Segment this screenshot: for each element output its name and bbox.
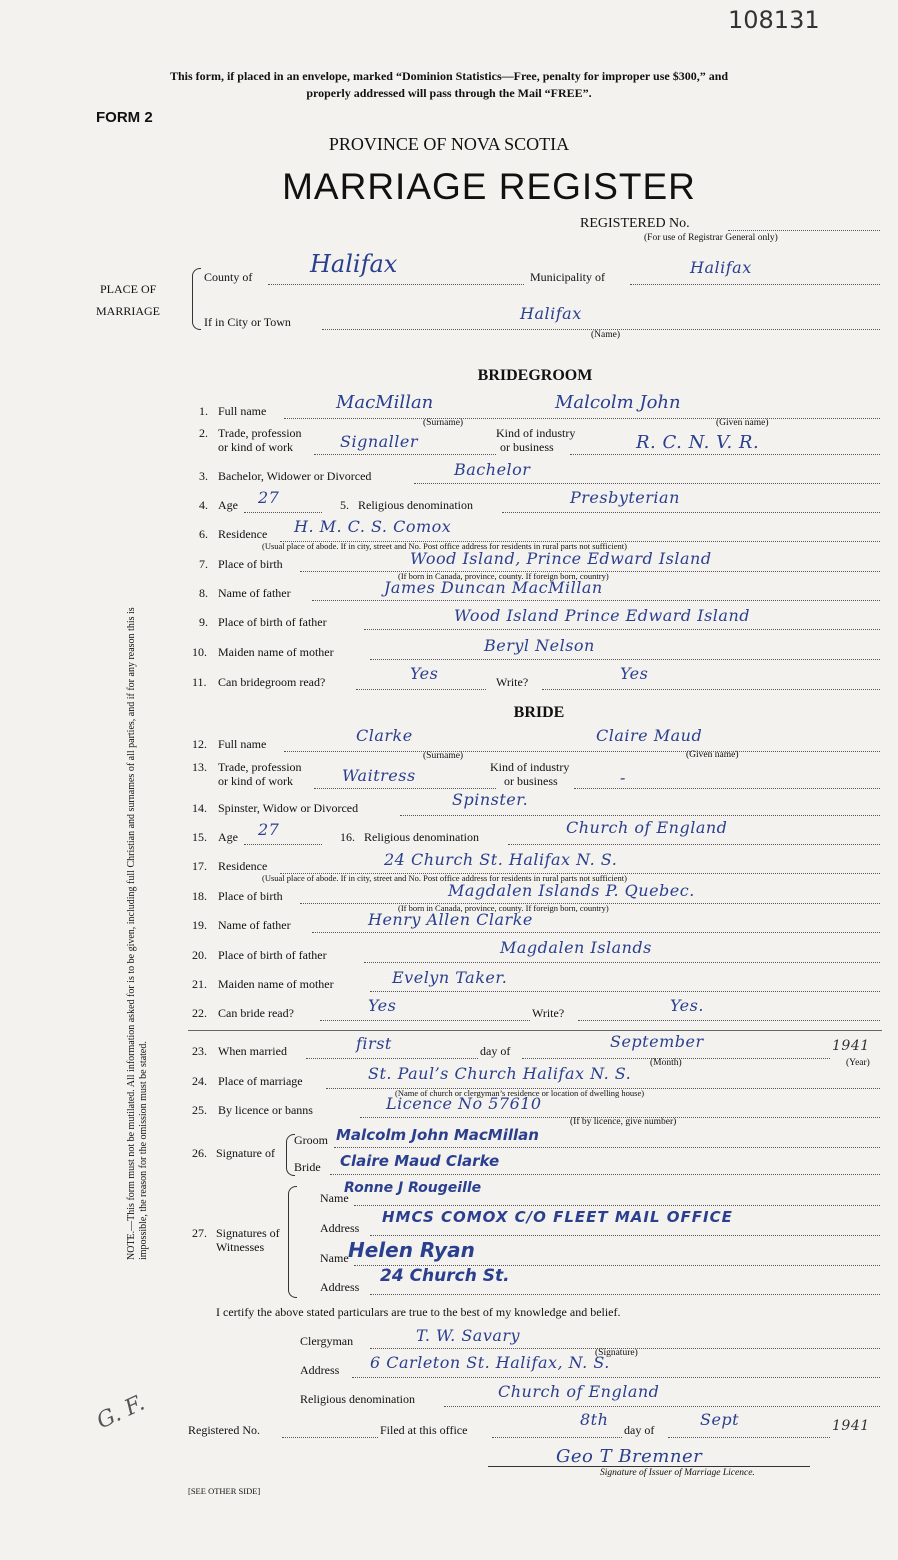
groom-mother-value: Beryl Nelson: [484, 636, 595, 655]
row-num: 15.: [192, 830, 207, 844]
day-of-label: day of: [480, 1044, 511, 1058]
bride-industry-value: -: [620, 768, 626, 787]
bride-age-label: Age: [218, 830, 238, 844]
witnesses-label-1: Signatures of: [216, 1226, 280, 1240]
see-other-side: [SEE OTHER SIDE]: [188, 1486, 261, 1496]
year-value: 1941: [832, 1038, 870, 1054]
row-num: 23.: [192, 1044, 207, 1058]
issuer-line: [488, 1466, 810, 1467]
signature-note: (Signature): [595, 1348, 638, 1358]
groom-write-value: Yes: [620, 664, 649, 683]
row-num: 26.: [192, 1146, 207, 1160]
issuer-label: Signature of Issuer of Marriage Licence.: [600, 1468, 755, 1478]
month-value: September: [610, 1032, 704, 1051]
row-num: 19.: [192, 918, 207, 932]
bride-trade-value: Waitress: [342, 766, 416, 785]
signature-of-label: Signature of: [216, 1146, 275, 1160]
place-of-marriage-label: Place of marriage: [218, 1074, 303, 1088]
filed-year: 1941: [832, 1418, 870, 1434]
w1-address-label: Address: [320, 1221, 360, 1235]
licence-note: (If by licence, give number): [570, 1117, 677, 1127]
row-num: 17.: [192, 859, 207, 873]
w2-address-value: 24 Church St.: [380, 1266, 510, 1286]
row-num: 21.: [192, 977, 207, 991]
issuer-signature: Geo T Bremner: [556, 1446, 703, 1467]
row-num: 13.: [192, 760, 207, 774]
row-num: 1.: [199, 404, 208, 418]
groom-industry-label-1: Kind of industry: [496, 426, 576, 440]
groom-full-name-label: Full name: [218, 404, 267, 418]
county-label: County of: [204, 270, 253, 284]
clergy-denom-label: Religious denomination: [300, 1392, 415, 1406]
bride-industry-label-1: Kind of industry: [490, 760, 570, 774]
clergyman-value: T. W. Savary: [416, 1326, 521, 1345]
bride-trade-label-1: Trade, profession: [218, 760, 302, 774]
usual-abode-note: (Usual place of abode. If in city, street and No. Post office address for residents in rural parts not sufficient): [262, 873, 627, 883]
groom-marital-value: Bachelor: [454, 460, 531, 479]
bridegroom-heading: BRIDEGROOM: [477, 367, 593, 384]
header-notice-2: properly addressed will pass through the Mail “FREE”.: [306, 86, 592, 100]
row-num: 25.: [192, 1103, 207, 1117]
groom-age-label: Age: [218, 498, 238, 512]
groom-marital-label: Bachelor, Widower or Divorced: [218, 469, 372, 483]
groom-residence-value: H. M. C. S. Comox: [294, 517, 452, 536]
groom-father-label: Name of father: [218, 586, 291, 600]
county-value: Halifax: [310, 250, 398, 278]
groom-religion-label: Religious denomination: [358, 498, 473, 512]
row-num: 11.: [192, 675, 207, 689]
bride-heading: BRIDE: [513, 704, 565, 721]
licence-value: Licence No 57610: [386, 1094, 542, 1113]
year-note: (Year): [846, 1058, 870, 1068]
witnesses-label-2: Witnesses: [216, 1240, 265, 1254]
bride-birthplace-label: Place of birth: [218, 889, 283, 903]
groom-trade-value: Signaller: [340, 432, 419, 451]
groom-birthplace-label: Place of birth: [218, 557, 283, 571]
bride-sign-label: Bride: [294, 1160, 321, 1174]
form-number: FORM 2: [96, 109, 153, 126]
row-num: 14.: [192, 801, 207, 815]
groom-trade-label-1: Trade, profession: [218, 426, 302, 440]
bride-mother-label: Maiden name of mother: [218, 977, 334, 991]
bride-trade-label-2: or kind of work: [218, 774, 293, 788]
bride-birthplace-value: Magdalen Islands P. Quebec.: [448, 881, 695, 900]
groom-sign-label: Groom: [294, 1133, 328, 1147]
born-in-canada-note: (If born in Canada, province, county. If foreign born, country): [398, 571, 609, 581]
bride-father-value: Henry Allen Clarke: [368, 910, 533, 929]
bride-given-name: Claire Maud: [596, 726, 703, 745]
bride-signature: Claire Maud Clarke: [340, 1152, 500, 1170]
stamp-number: 108131: [728, 6, 820, 34]
groom-signature: Malcolm John MacMillan: [336, 1126, 539, 1144]
born-in-canada-note: (If born in Canada, province, county. If foreign born, country): [398, 903, 609, 913]
bride-surname: Clarke: [356, 726, 413, 745]
filed-day-of-label: day of: [624, 1423, 655, 1437]
registered-no-label: REGISTERED No.: [580, 216, 690, 231]
w1-name-value: Ronne J Rougeille: [344, 1180, 482, 1196]
groom-read-value: Yes: [410, 664, 439, 683]
when-married-label: When married: [218, 1044, 287, 1058]
bride-marital-label: Spinster, Widow or Divorced: [218, 801, 359, 815]
bride-write-label: Write?: [532, 1006, 565, 1020]
clergy-address-value: 6 Carleton St. Halifax, N. S.: [370, 1353, 610, 1372]
bride-full-name-label: Full name: [218, 737, 267, 751]
row-num: 9.: [199, 615, 208, 629]
groom-given-name: Malcolm John: [555, 392, 681, 413]
municipality-label: Municipality of: [530, 270, 605, 284]
groom-mother-label: Maiden name of mother: [218, 645, 334, 659]
row-num: 10.: [192, 645, 207, 659]
groom-father-value: James Duncan MacMillan: [384, 578, 603, 597]
row-num: 3.: [199, 469, 208, 483]
row-num: 4.: [199, 498, 208, 512]
groom-residence-label: Residence: [218, 527, 268, 541]
row-num: 8.: [199, 586, 208, 600]
bride-father-birthplace-value: Magdalen Islands: [500, 938, 652, 957]
clergy-address-label: Address: [300, 1363, 340, 1377]
month-note: (Month): [650, 1058, 682, 1068]
row-num: 5.: [340, 498, 349, 512]
row-num: 20.: [192, 948, 207, 962]
registrar-use-note: (For use of Registrar General only): [644, 233, 778, 243]
bride-father-label: Name of father: [218, 918, 291, 932]
name-note: (Name): [591, 330, 621, 340]
licence-label: By licence or banns: [218, 1103, 313, 1117]
groom-write-label: Write?: [496, 675, 529, 689]
bride-religion-label: Religious denomination: [364, 830, 479, 844]
row-num: 12.: [192, 737, 207, 751]
province-title: PROVINCE OF NOVA SCOTIA: [328, 134, 570, 154]
divider: [188, 1030, 882, 1031]
row-num: 16.: [340, 830, 355, 844]
church-note: (Name of church or clergyman’s residence or location of dwelling house): [395, 1088, 645, 1098]
groom-surname: MacMillan: [336, 392, 434, 413]
given-name-note: (Given name): [686, 750, 739, 760]
bride-residence-value: 24 Church St. Halifax N. S.: [384, 850, 618, 869]
place-of-marriage-label-1: PLACE OF: [100, 282, 157, 296]
certify-text: I certify the above stated particulars are true to the best of my knowledge and belief.: [216, 1305, 621, 1319]
place-of-marriage-label-2: MARRIAGE: [96, 304, 161, 318]
day-value: first: [356, 1034, 392, 1053]
groom-father-birthplace-label: Place of birth of father: [218, 615, 327, 629]
groom-industry-value: R. C. N. V. R.: [636, 432, 760, 453]
place-brace: [192, 268, 201, 330]
municipality-value: Halifax: [690, 258, 752, 277]
header-notice-1: This form, if placed in an envelope, marked “Dominion Statistics—Free, penalty for improper use $300,” and: [169, 69, 729, 83]
side-note: NOTE.—This form must not be mutilated. All information asked for is to be given, including full Christian and surnames of all parties, and if for any reason this is impossible, the reason for the omission must be stated.: [126, 607, 149, 1260]
register-title: MARRIAGE REGISTER: [282, 166, 696, 207]
margin-initials: G. F.: [93, 1390, 149, 1435]
w2-address-label: Address: [320, 1280, 360, 1294]
filed-day: 8th: [580, 1410, 609, 1429]
groom-industry-label-2: or business: [500, 440, 554, 454]
bride-industry-label-2: or business: [504, 774, 558, 788]
registered-no-footer-label: Registered No.: [188, 1423, 260, 1437]
groom-trade-label-2: or kind of work: [218, 440, 293, 454]
city-label: If in City or Town: [204, 315, 291, 329]
bride-father-birthplace-label: Place of birth of father: [218, 948, 327, 962]
bride-residence-label: Residence: [218, 859, 268, 873]
w1-address-value: HMCS COMOX C/O FLEET MAIL OFFICE: [382, 1208, 733, 1226]
row-num: 6.: [199, 527, 208, 541]
bride-religion-value: Church of England: [566, 818, 728, 837]
groom-read-label: Can bridegroom read?: [218, 675, 326, 689]
bride-read-value: Yes: [368, 996, 397, 1015]
groom-father-birthplace-value: Wood Island Prince Edward Island: [454, 606, 750, 625]
city-value: Halifax: [520, 304, 582, 323]
w2-name-label: Name: [320, 1251, 349, 1265]
row-num: 2.: [199, 426, 208, 440]
row-num: 22.: [192, 1006, 207, 1020]
row-num: 7.: [199, 557, 208, 571]
row-num: 24.: [192, 1074, 207, 1088]
clergyman-label: Clergyman: [300, 1334, 354, 1348]
row-num: 18.: [192, 889, 207, 903]
groom-birthplace-value: Wood Island, Prince Edward Island: [410, 549, 712, 568]
groom-age-value: 27: [258, 488, 280, 507]
filed-month: Sept: [700, 1410, 740, 1429]
bride-marital-value: Spinster.: [452, 790, 529, 809]
place-of-marriage-value: St. Paul’s Church Halifax N. S.: [368, 1064, 632, 1083]
surname-note: (Surname): [423, 751, 464, 761]
bride-age-value: 27: [258, 820, 280, 839]
filed-label: Filed at this office: [380, 1423, 468, 1437]
usual-abode-note: (Usual place of abode. If in city, street and No. Post office address for residents in rural parts not sufficient): [262, 541, 627, 551]
clergy-denom-value: Church of England: [498, 1382, 660, 1401]
w1-name-label: Name: [320, 1191, 349, 1205]
bride-mother-value: Evelyn Taker.: [392, 968, 508, 987]
given-name-note: (Given name): [716, 418, 769, 428]
groom-religion-value: Presbyterian: [570, 488, 680, 507]
witness-brace: [288, 1186, 297, 1298]
surname-note: (Surname): [423, 418, 464, 428]
row-num: 27.: [192, 1226, 207, 1240]
bride-write-value: Yes.: [670, 996, 704, 1015]
bride-read-label: Can bride read?: [218, 1006, 294, 1020]
w2-name-value: Helen Ryan: [348, 1238, 475, 1262]
